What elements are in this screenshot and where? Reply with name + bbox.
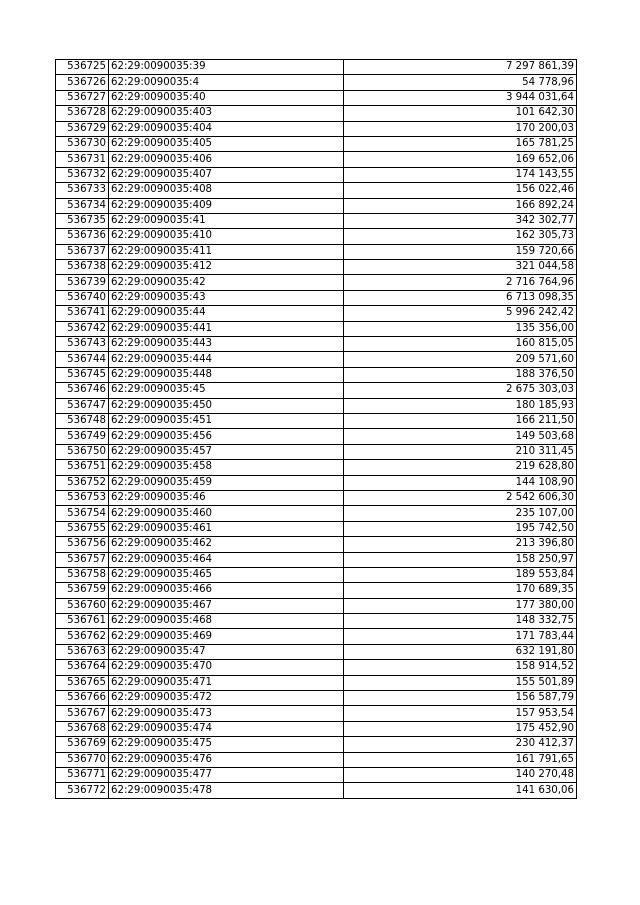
row-number-cell: 536763 [56, 644, 109, 659]
table-row [56, 721, 577, 736]
cadastral-value-cell: 7 297 861,39 [344, 60, 577, 75]
table-row [56, 198, 577, 213]
cadastral-value-cell: 171 783,44 [344, 629, 577, 644]
cadastral-number-cell: 62:29:0090035:464 [109, 552, 344, 567]
cadastral-number-cell: 62:29:0090035:441 [109, 321, 344, 336]
table-row [56, 260, 577, 275]
cadastral-number-cell: 62:29:0090035:462 [109, 537, 344, 552]
row-number-cell: 536735 [56, 213, 109, 228]
table-row [56, 90, 577, 105]
cadastral-value-cell: 156 587,79 [344, 691, 577, 706]
row-number-cell: 536760 [56, 598, 109, 613]
table-row [56, 398, 577, 413]
cadastral-number-cell: 62:29:0090035:476 [109, 752, 344, 767]
cadastral-value-cell: 159 720,66 [344, 244, 577, 259]
cadastral-number-cell: 62:29:0090035:411 [109, 244, 344, 259]
row-number-cell: 536733 [56, 183, 109, 198]
cadastral-number-cell: 62:29:0090035:444 [109, 352, 344, 367]
cadastral-value-cell: 321 044,58 [344, 260, 577, 275]
row-number-cell: 536742 [56, 321, 109, 336]
row-number-cell: 536771 [56, 767, 109, 782]
cadastral-value-cell: 169 652,06 [344, 152, 577, 167]
cadastral-number-cell: 62:29:0090035:458 [109, 460, 344, 475]
cadastral-number-cell: 62:29:0090035:409 [109, 198, 344, 213]
row-number-cell: 536741 [56, 306, 109, 321]
row-number-cell: 536747 [56, 398, 109, 413]
cadastral-value-cell: 162 305,73 [344, 229, 577, 244]
cadastral-value-cell: 2 675 303,03 [344, 383, 577, 398]
row-number-cell: 536765 [56, 675, 109, 690]
cadastral-value-cell: 195 742,50 [344, 521, 577, 536]
table-row [56, 244, 577, 259]
cadastral-number-cell: 62:29:0090035:469 [109, 629, 344, 644]
cadastral-value-cell: 170 689,35 [344, 583, 577, 598]
cadastral-number-cell: 62:29:0090035:450 [109, 398, 344, 413]
row-number-cell: 536772 [56, 783, 109, 798]
cadastral-value-cell: 158 250,97 [344, 552, 577, 567]
table-row [56, 75, 577, 90]
row-number-cell: 536761 [56, 614, 109, 629]
cadastral-value-cell: 166 211,50 [344, 413, 577, 428]
table-row [56, 537, 577, 552]
table-row [56, 167, 577, 182]
cadastral-value-cell: 170 200,03 [344, 121, 577, 136]
cadastral-value-cell: 140 270,48 [344, 767, 577, 782]
table-row [56, 767, 577, 782]
row-number-cell: 536727 [56, 90, 109, 105]
row-number-cell: 536739 [56, 275, 109, 290]
cadastral-value-cell: 188 376,50 [344, 367, 577, 382]
cadastral-value-cell: 166 892,24 [344, 198, 577, 213]
cadastral-number-cell: 62:29:0090035:477 [109, 767, 344, 782]
row-number-cell: 536746 [56, 383, 109, 398]
row-number-cell: 536749 [56, 429, 109, 444]
cadastral-value-cell: 6 713 098,35 [344, 290, 577, 305]
row-number-cell: 536769 [56, 737, 109, 752]
table-row [56, 783, 577, 798]
table-row [56, 337, 577, 352]
cadastral-value-cell: 135 356,00 [344, 321, 577, 336]
cadastral-number-cell: 62:29:0090035:404 [109, 121, 344, 136]
row-number-cell: 536748 [56, 413, 109, 428]
row-number-cell: 536762 [56, 629, 109, 644]
cadastral-value-cell: 174 143,55 [344, 167, 577, 182]
cadastral-value-cell: 235 107,00 [344, 506, 577, 521]
row-number-cell: 536759 [56, 583, 109, 598]
table-row [56, 152, 577, 167]
cadastral-number-cell: 62:29:0090035:443 [109, 337, 344, 352]
cadastral-number-cell: 62:29:0090035:459 [109, 475, 344, 490]
table-row [56, 229, 577, 244]
cadastral-number-cell: 62:29:0090035:44 [109, 306, 344, 321]
cadastral-value-cell: 2 542 606,30 [344, 490, 577, 505]
table-row [56, 660, 577, 675]
table-row [56, 383, 577, 398]
row-number-cell: 536767 [56, 706, 109, 721]
cadastral-number-cell: 62:29:0090035:39 [109, 60, 344, 75]
table-row [56, 583, 577, 598]
cadastral-value-cell: 2 716 764,96 [344, 275, 577, 290]
table-row [56, 444, 577, 459]
cadastral-value-cell: 219 628,80 [344, 460, 577, 475]
cadastral-number-cell: 62:29:0090035:47 [109, 644, 344, 659]
cadastral-number-cell: 62:29:0090035:467 [109, 598, 344, 613]
row-number-cell: 536756 [56, 537, 109, 552]
table-row [56, 106, 577, 121]
table-row [56, 706, 577, 721]
table-row [56, 60, 577, 75]
row-number-cell: 536745 [56, 367, 109, 382]
cadastral-value-cell: 155 501,89 [344, 675, 577, 690]
cadastral-number-cell: 62:29:0090035:45 [109, 383, 344, 398]
row-number-cell: 536726 [56, 75, 109, 90]
cadastral-value-cell: 180 185,93 [344, 398, 577, 413]
cadastral-number-cell: 62:29:0090035:460 [109, 506, 344, 521]
table-row [56, 598, 577, 613]
cadastral-value-cell: 342 302,77 [344, 213, 577, 228]
table-row [56, 460, 577, 475]
table-row [56, 429, 577, 444]
row-number-cell: 536738 [56, 260, 109, 275]
cadastral-number-cell: 62:29:0090035:403 [109, 106, 344, 121]
row-number-cell: 536743 [56, 337, 109, 352]
row-number-cell: 536737 [56, 244, 109, 259]
row-number-cell: 536736 [56, 229, 109, 244]
cadastral-value-cell: 165 781,25 [344, 136, 577, 151]
row-number-cell: 536730 [56, 136, 109, 151]
cadastral-value-cell: 149 503,68 [344, 429, 577, 444]
table-row [56, 567, 577, 582]
cadastral-value-cell: 158 914,52 [344, 660, 577, 675]
table-body [56, 60, 577, 799]
cadastral-value-cell: 54 778,96 [344, 75, 577, 90]
cadastral-value-cell: 230 412,37 [344, 737, 577, 752]
cadastral-number-cell: 62:29:0090035:472 [109, 691, 344, 706]
cadastral-value-cell: 632 191,80 [344, 644, 577, 659]
row-number-cell: 536754 [56, 506, 109, 521]
table-row [56, 321, 577, 336]
cadastral-number-cell: 62:29:0090035:40 [109, 90, 344, 105]
cadastral-number-cell: 62:29:0090035:412 [109, 260, 344, 275]
row-number-cell: 536752 [56, 475, 109, 490]
cadastral-number-cell: 62:29:0090035:474 [109, 721, 344, 736]
row-number-cell: 536757 [56, 552, 109, 567]
table-row [56, 367, 577, 382]
cadastral-value-cell: 161 791,65 [344, 752, 577, 767]
cadastral-number-cell: 62:29:0090035:461 [109, 521, 344, 536]
cadastral-value-cell: 189 553,84 [344, 567, 577, 582]
table-row [56, 413, 577, 428]
cadastral-value-cell: 177 380,00 [344, 598, 577, 613]
table-row [56, 183, 577, 198]
row-number-cell: 536740 [56, 290, 109, 305]
cadastral-number-cell: 62:29:0090035:456 [109, 429, 344, 444]
table-row [56, 490, 577, 505]
row-number-cell: 536766 [56, 691, 109, 706]
cadastral-value-cell: 101 642,30 [344, 106, 577, 121]
cadastral-number-cell: 62:29:0090035:468 [109, 614, 344, 629]
row-number-cell: 536770 [56, 752, 109, 767]
row-number-cell: 536734 [56, 198, 109, 213]
row-number-cell: 536753 [56, 490, 109, 505]
table-row [56, 275, 577, 290]
table-row [56, 675, 577, 690]
row-number-cell: 536768 [56, 721, 109, 736]
cadastral-number-cell: 62:29:0090035:405 [109, 136, 344, 151]
row-number-cell: 536750 [56, 444, 109, 459]
row-number-cell: 536751 [56, 460, 109, 475]
table-row [56, 644, 577, 659]
row-number-cell: 536728 [56, 106, 109, 121]
cadastral-number-cell: 62:29:0090035:46 [109, 490, 344, 505]
cadastral-value-cell: 175 452,90 [344, 721, 577, 736]
cadastral-value-table [55, 59, 577, 799]
cadastral-value-cell: 5 996 242,42 [344, 306, 577, 321]
row-number-cell: 536758 [56, 567, 109, 582]
cadastral-number-cell: 62:29:0090035:473 [109, 706, 344, 721]
table-row [56, 136, 577, 151]
cadastral-value-cell: 209 571,60 [344, 352, 577, 367]
row-number-cell: 536732 [56, 167, 109, 182]
cadastral-value-cell: 144 108,90 [344, 475, 577, 490]
table-row [56, 629, 577, 644]
cadastral-number-cell: 62:29:0090035:465 [109, 567, 344, 582]
cadastral-value-cell: 210 311,45 [344, 444, 577, 459]
table-row [56, 614, 577, 629]
row-number-cell: 536731 [56, 152, 109, 167]
row-number-cell: 536729 [56, 121, 109, 136]
table-row [56, 737, 577, 752]
table-row [56, 521, 577, 536]
row-number-cell: 536744 [56, 352, 109, 367]
table-row [56, 352, 577, 367]
table-row [56, 552, 577, 567]
cadastral-value-cell: 141 630,06 [344, 783, 577, 798]
cadastral-value-cell: 156 022,46 [344, 183, 577, 198]
table-row [56, 752, 577, 767]
cadastral-number-cell: 62:29:0090035:451 [109, 413, 344, 428]
table-row [56, 475, 577, 490]
cadastral-number-cell: 62:29:0090035:42 [109, 275, 344, 290]
cadastral-value-cell: 157 953,54 [344, 706, 577, 721]
cadastral-number-cell: 62:29:0090035:466 [109, 583, 344, 598]
table-row [56, 290, 577, 305]
cadastral-number-cell: 62:29:0090035:475 [109, 737, 344, 752]
cadastral-value-cell: 148 332,75 [344, 614, 577, 629]
cadastral-number-cell: 62:29:0090035:478 [109, 783, 344, 798]
cadastral-number-cell: 62:29:0090035:470 [109, 660, 344, 675]
table-row [56, 121, 577, 136]
row-number-cell: 536764 [56, 660, 109, 675]
table-row [56, 691, 577, 706]
row-number-cell: 536725 [56, 60, 109, 75]
row-number-cell: 536755 [56, 521, 109, 536]
cadastral-number-cell: 62:29:0090035:406 [109, 152, 344, 167]
cadastral-value-cell: 213 396,80 [344, 537, 577, 552]
cadastral-number-cell: 62:29:0090035:448 [109, 367, 344, 382]
cadastral-number-cell: 62:29:0090035:43 [109, 290, 344, 305]
cadastral-number-cell: 62:29:0090035:457 [109, 444, 344, 459]
table-row [56, 506, 577, 521]
cadastral-number-cell: 62:29:0090035:4 [109, 75, 344, 90]
table-row [56, 306, 577, 321]
cadastral-number-cell: 62:29:0090035:41 [109, 213, 344, 228]
cadastral-number-cell: 62:29:0090035:471 [109, 675, 344, 690]
cadastral-number-cell: 62:29:0090035:410 [109, 229, 344, 244]
cadastral-value-cell: 3 944 031,64 [344, 90, 577, 105]
cadastral-number-cell: 62:29:0090035:408 [109, 183, 344, 198]
table-row [56, 213, 577, 228]
cadastral-number-cell: 62:29:0090035:407 [109, 167, 344, 182]
cadastral-value-cell: 160 815,05 [344, 337, 577, 352]
